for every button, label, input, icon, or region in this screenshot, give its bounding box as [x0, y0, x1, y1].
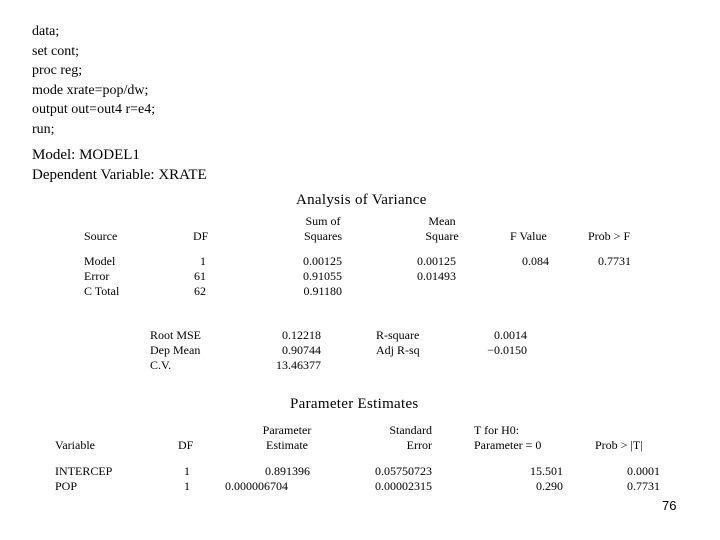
param-variable: INTERCEP — [55, 464, 113, 478]
param-se: 0.00002315 — [375, 479, 432, 493]
param-t: 15.501 — [530, 464, 563, 478]
fit-label-dep-mean: Dep Mean — [150, 343, 201, 357]
param-df: 1 — [184, 464, 190, 478]
anova-header-f-value: F Value — [510, 229, 547, 243]
param-estimate: 0.891396 — [265, 464, 310, 478]
param-estimate: 0.000006704 — [225, 479, 288, 493]
anova-source: C Total — [84, 284, 120, 298]
params-title: Parameter Estimates — [290, 396, 419, 412]
anova-header-ss-2: Squares — [304, 229, 342, 243]
params-header-df: DF — [178, 438, 194, 452]
anova-f-value: 0.084 — [522, 254, 549, 268]
params-header-se-1: Standard — [389, 423, 432, 437]
anova-header-ms-1: Mean — [428, 214, 456, 228]
page-number: 76 — [662, 498, 677, 513]
anova-header-source: Source — [84, 229, 118, 243]
code-line: output out=out4 r=e4; — [32, 102, 156, 117]
code-line: set cont; — [32, 44, 80, 59]
fit-value-adj-r-sq: −0.0150 — [487, 343, 527, 357]
anova-header-prob: Prob > F — [588, 229, 631, 243]
code-line: data; — [32, 24, 60, 39]
anova-df: 61 — [194, 269, 206, 283]
anova-source: Error — [84, 269, 110, 283]
anova-ms: 0.01493 — [417, 269, 456, 283]
anova-header-ss-1: Sum of — [305, 214, 341, 228]
anova-header-ms-2: Square — [425, 229, 459, 243]
anova-ss: 0.91180 — [303, 284, 342, 298]
model-line: Model: MODEL1 — [32, 147, 140, 163]
param-prob: 0.0001 — [627, 464, 660, 478]
fit-label-cv: C.V. — [150, 358, 172, 372]
fit-label-r-square: R-square — [376, 328, 420, 342]
code-line: run; — [32, 122, 55, 137]
anova-ms: 0.00125 — [417, 254, 456, 268]
anova-source: Model — [84, 254, 116, 268]
params-header-estimate-2: Estimate — [266, 438, 308, 452]
param-se: 0.05750723 — [375, 464, 432, 478]
anova-df: 1 — [200, 254, 206, 268]
fit-label-adj-r-sq: Adj R-sq — [376, 343, 420, 357]
fit-value-dep-mean: 0.90744 — [282, 343, 321, 357]
params-header-prob: Prob > |T| — [595, 438, 643, 452]
anova-header-df: DF — [193, 229, 209, 243]
code-line: mode xrate=pop/dw; — [32, 83, 149, 98]
anova-prob: 0.7731 — [598, 254, 631, 268]
anova-title: Analysis of Variance — [296, 192, 427, 208]
fit-label-root-mse: Root MSE — [150, 328, 202, 342]
params-header-se-2: Error — [406, 438, 432, 452]
anova-ss: 0.91055 — [303, 269, 342, 283]
param-df: 1 — [184, 479, 190, 493]
params-header-variable: Variable — [55, 438, 95, 452]
params-header-t-2: Parameter = 0 — [474, 438, 542, 452]
params-header-t-1: T for H0: — [474, 423, 520, 437]
fit-value-cv: 13.46377 — [276, 358, 321, 372]
param-variable: POP — [55, 479, 78, 493]
anova-df: 62 — [194, 284, 206, 298]
anova-ss: 0.00125 — [303, 254, 342, 268]
param-prob: 0.7731 — [627, 479, 660, 493]
fit-value-root-mse: 0.12218 — [282, 328, 321, 342]
fit-value-r-square: 0.0014 — [494, 328, 527, 342]
params-header-estimate-1: Parameter — [262, 423, 312, 437]
param-t: 0.290 — [536, 479, 563, 493]
code-line: proc reg; — [32, 63, 83, 78]
dependent-variable-line: Dependent Variable: XRATE — [32, 167, 207, 183]
